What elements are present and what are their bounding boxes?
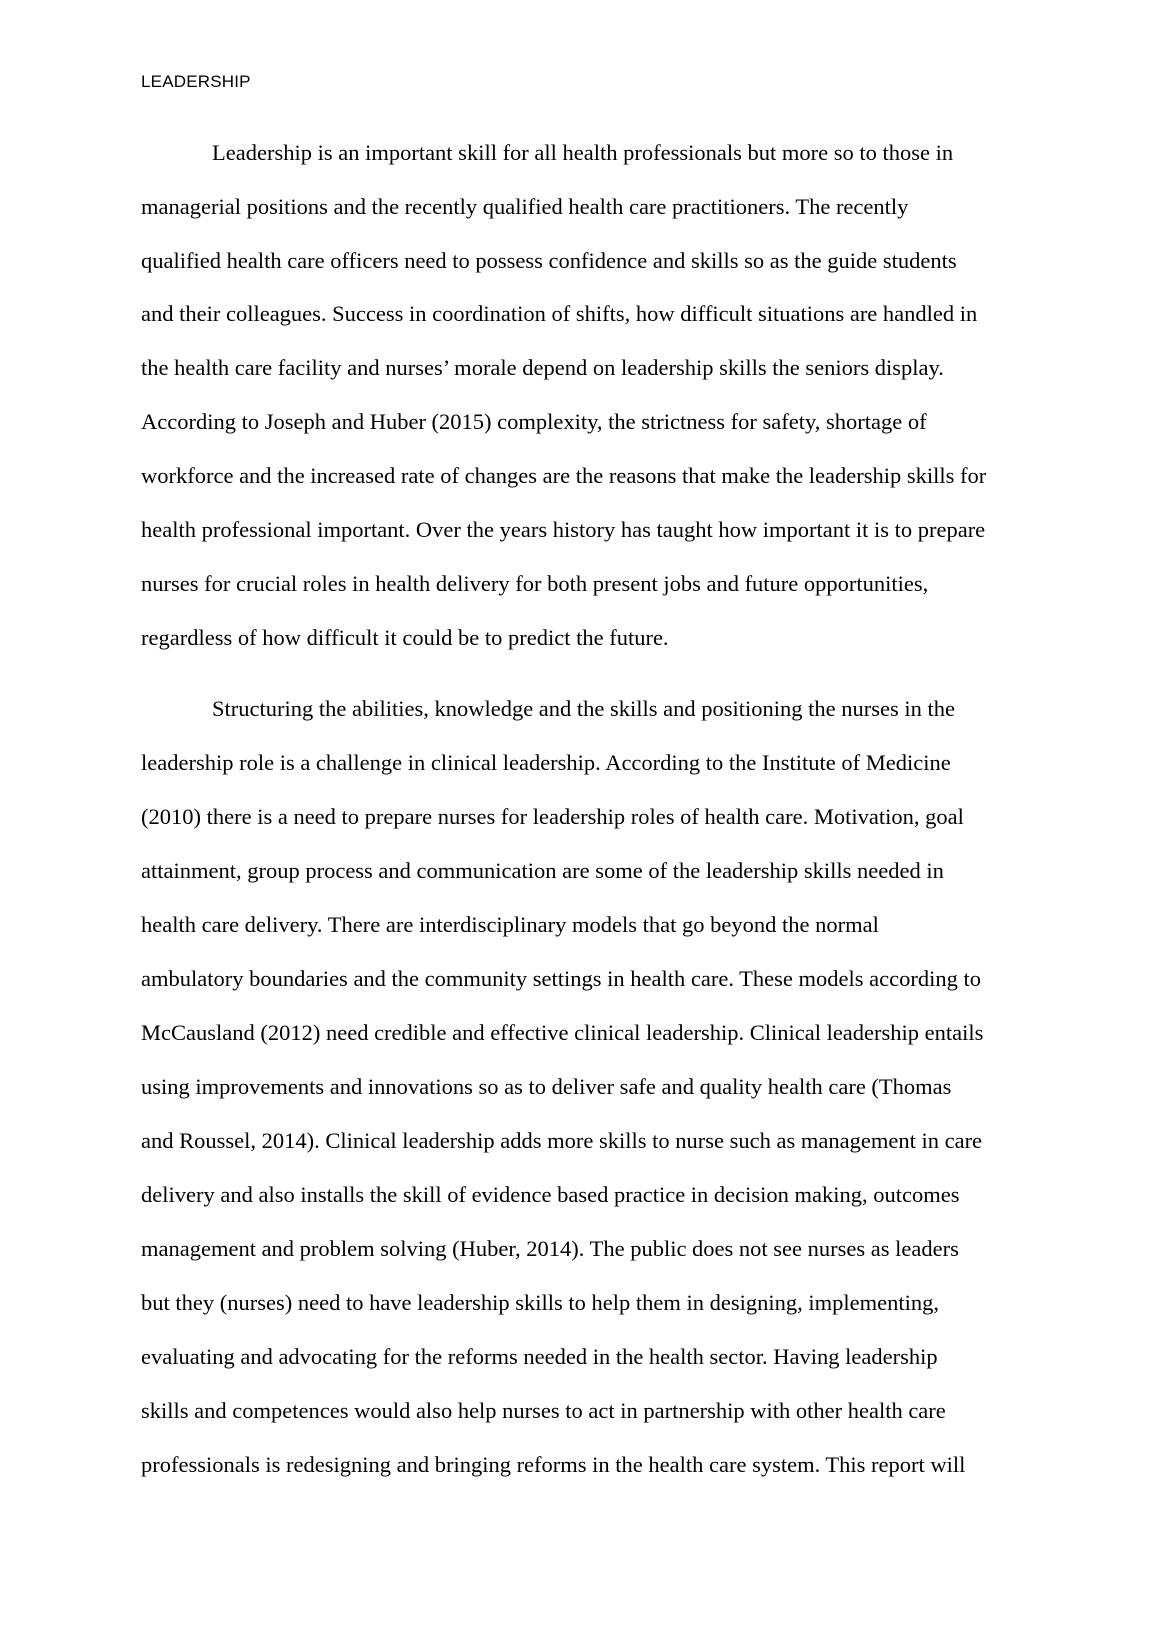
paragraph-line: workforce and the increased rate of changes are the reasons that make the leadership skills for — [141, 463, 987, 488]
paragraph-line: the health care facility and nurses’ morale depend on leadership skills the seniors display. — [141, 355, 944, 380]
paragraph-line: evaluating and advocating for the reforms needed in the health sector. Having leadership — [141, 1344, 938, 1369]
paragraph-line: (2010) there is a need to prepare nurses for leadership roles of health care. Motivation, goal — [141, 804, 964, 829]
paragraph-line: leadership role is a challenge in clinical leadership. According to the Institute of Medicine — [141, 750, 951, 775]
paragraph-line: using improvements and innovations so as to deliver safe and quality health care (Thomas — [141, 1074, 952, 1099]
paragraph-line: and their colleagues. Success in coordination of shifts, how difficult situations are handled in — [141, 301, 978, 326]
paragraph-line: nurses for crucial roles in health delivery for both present jobs and future opportunities, — [141, 571, 929, 596]
paragraph-line: attainment, group process and communication are some of the leadership skills needed in — [141, 858, 944, 883]
paragraph-line: professionals is redesigning and bringing reforms in the health care system. This report will — [141, 1452, 966, 1477]
paragraph-line: Leadership is an important skill for all health professionals but more so to those in — [212, 140, 954, 165]
paragraph-line: Structuring the abilities, knowledge and the skills and positioning the nurses in the — [212, 696, 956, 721]
paragraph-line: McCausland (2012) need credible and effective clinical leadership. Clinical leadership entails — [141, 1020, 984, 1045]
paragraph-line: ambulatory boundaries and the community settings in health care. These models according to — [141, 966, 981, 991]
paragraph-line: delivery and also installs the skill of evidence based practice in decision making, outcomes — [141, 1182, 960, 1207]
paragraph-line: and Roussel, 2014). Clinical leadership adds more skills to nurse such as management in care — [141, 1128, 983, 1153]
paragraph-line: qualified health care officers need to possess confidence and skills so as the guide students — [141, 248, 957, 273]
paragraph-line: skills and competences would also help nurses to act in partnership with other health care — [141, 1398, 946, 1423]
running-head: LEADERSHIP — [141, 72, 251, 91]
paragraph-line: According to Joseph and Huber (2015) complexity, the strictness for safety, shortage of — [141, 409, 927, 434]
paragraph-line: regardless of how difficult it could be to predict the future. — [141, 625, 669, 650]
paragraph-line: managerial positions and the recently qualified health care practitioners. The recently — [141, 194, 909, 219]
paragraph-line: management and problem solving (Huber, 2014). The public does not see nurses as leaders — [141, 1236, 959, 1261]
paragraph-line: but they (nurses) need to have leadership skills to help them in designing, implementing, — [141, 1290, 939, 1315]
paragraph-line: health professional important. Over the years history has taught how important it is to prepare — [141, 517, 986, 542]
paragraph-line: health care delivery. There are interdisciplinary models that go beyond the normal — [141, 912, 879, 937]
